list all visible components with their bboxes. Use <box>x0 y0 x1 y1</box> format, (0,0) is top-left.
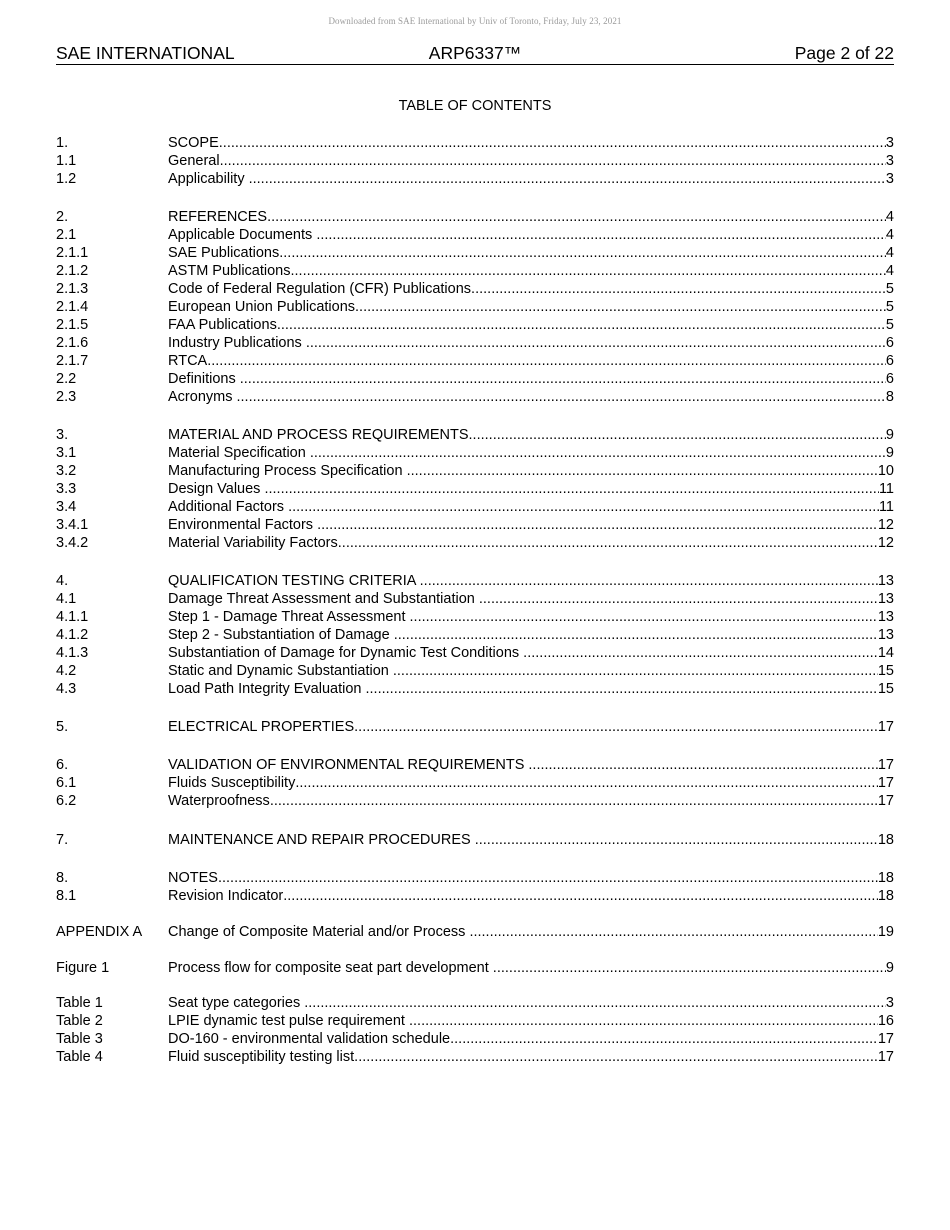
toc-entry[interactable] <box>56 608 894 626</box>
dot-leader <box>471 280 886 298</box>
toc-entry[interactable] <box>56 774 894 792</box>
dot-leader <box>475 831 878 849</box>
toc-entry-page: 18 <box>877 870 894 886</box>
toc-entry-title: Design Values <box>168 481 265 497</box>
dot-leader <box>355 298 886 316</box>
toc-entry-page: 3 <box>885 153 894 169</box>
toc-entry-line <box>168 718 894 736</box>
toc-entry-page: 14 <box>877 645 894 661</box>
toc-entry[interactable] <box>56 480 894 498</box>
toc-entry-line <box>168 226 894 244</box>
toc-entry-number: Table 4 <box>56 1049 103 1065</box>
toc-entry-title: Damage Threat Assessment and Substantiation <box>168 591 479 607</box>
toc-entry-line <box>168 498 894 516</box>
toc-entry[interactable] <box>56 170 894 188</box>
dot-leader <box>528 756 877 774</box>
toc-entry-number: 2.1.2 <box>56 263 89 279</box>
toc-entry-line <box>168 572 894 590</box>
toc-entry-page: 6 <box>885 335 894 351</box>
toc-entry[interactable] <box>56 1048 894 1066</box>
toc-entry-page: 8 <box>885 389 894 405</box>
toc-entry-page: 4 <box>885 209 894 225</box>
toc-entry-title: LPIE dynamic test pulse requirement <box>168 1013 409 1029</box>
toc-entry-line <box>168 516 894 534</box>
toc-entry[interactable] <box>56 244 894 262</box>
toc-entry-line <box>168 134 894 152</box>
toc-entry[interactable] <box>56 498 894 516</box>
toc-entry-line <box>168 1012 894 1030</box>
toc-entry-title: FAA Publications <box>168 317 277 333</box>
toc-entry-page: 15 <box>877 663 894 679</box>
toc-entry[interactable] <box>56 516 894 534</box>
toc-entry-title: Seat type categories <box>168 995 305 1011</box>
toc-entry-number: 1.1 <box>56 153 77 169</box>
toc-entry-title: Acronyms <box>168 389 237 405</box>
toc-entry-title: Step 1 - Damage Threat Assessment <box>168 609 410 625</box>
toc-entry-number: 4.2 <box>56 663 77 679</box>
toc-entry-page: 15 <box>877 681 894 697</box>
toc-entry-number: 3.3 <box>56 481 77 497</box>
toc-entry-line <box>168 680 894 698</box>
toc-entry-page: 17 <box>877 1031 894 1047</box>
toc-entry-number: 4.1 <box>56 591 77 607</box>
toc-entry-page: 13 <box>877 591 894 607</box>
toc-entry-number: 2.1.3 <box>56 281 89 297</box>
toc-entry-title: Code of Federal Regulation (CFR) Publications <box>168 281 472 297</box>
dot-leader <box>249 170 886 188</box>
toc-entry[interactable] <box>56 1012 894 1030</box>
toc-entry[interactable] <box>56 352 894 370</box>
toc-entry[interactable] <box>56 959 894 977</box>
toc-entry-page: 3 <box>885 135 894 151</box>
dot-leader <box>267 208 886 226</box>
toc-entry-number: 2.1.7 <box>56 353 89 369</box>
toc-entry-line <box>168 626 894 644</box>
toc-entry-page: 17 <box>877 1049 894 1065</box>
toc-entry-line <box>168 923 894 941</box>
toc-entry-line <box>168 534 894 552</box>
toc-entry-page: 13 <box>877 573 894 589</box>
dot-leader <box>264 480 878 498</box>
dot-leader <box>283 887 878 905</box>
dot-leader <box>306 334 886 352</box>
toc-entry[interactable] <box>56 298 894 316</box>
toc-entry[interactable] <box>56 792 894 810</box>
toc-entry-page: 11 <box>878 481 894 497</box>
toc-entry-number: 1. <box>56 135 69 151</box>
toc-entry[interactable] <box>56 680 894 698</box>
toc-entry[interactable] <box>56 226 894 244</box>
toc-entry-title: Additional Factors <box>168 499 289 515</box>
toc-entry-line <box>168 774 894 792</box>
toc-entry-number: APPENDIX A <box>56 924 143 940</box>
toc-entry[interactable] <box>56 134 894 152</box>
dot-leader <box>317 516 878 534</box>
toc-entry-title: QUALIFICATION TESTING CRITERIA <box>168 573 420 589</box>
toc-entry-number: Table 3 <box>56 1031 103 1047</box>
toc-entry-number: 4. <box>56 573 69 589</box>
toc-entry-title: Material Variability Factors <box>168 535 338 551</box>
toc-entry-page: 17 <box>877 757 894 773</box>
toc-entry-page: 11 <box>878 499 894 515</box>
toc-entry-page: 10 <box>877 463 894 479</box>
toc-entry[interactable] <box>56 869 894 887</box>
toc-entry-page: 16 <box>877 1013 894 1029</box>
toc-entry-line <box>168 959 894 977</box>
toc-entry-title: MATERIAL AND PROCESS REQUIREMENTS <box>168 427 469 443</box>
dot-leader <box>469 923 877 941</box>
toc-entry-number: Table 1 <box>56 995 103 1011</box>
toc-entry-page: 6 <box>885 371 894 387</box>
toc-entry-title: RTCA <box>168 353 208 369</box>
dot-leader <box>410 608 878 626</box>
dot-leader <box>270 792 878 810</box>
toc-entry-page: 13 <box>877 627 894 643</box>
toc-entry-line <box>168 756 894 774</box>
dot-leader <box>240 370 886 388</box>
toc-entry-title: Waterproofness <box>168 793 270 809</box>
toc-entry-line <box>168 334 894 352</box>
toc-entry-page: 12 <box>877 517 894 533</box>
toc-entry-line <box>168 280 894 298</box>
dot-leader <box>407 462 878 480</box>
toc-entry-number: 4.1.2 <box>56 627 89 643</box>
dot-leader <box>409 1012 878 1030</box>
toc-entry[interactable] <box>56 572 894 590</box>
toc-entry-number: 6. <box>56 757 69 773</box>
toc-entry[interactable] <box>56 644 894 662</box>
toc-entry-number: 2.1.4 <box>56 299 89 315</box>
toc-entry-title: Change of Composite Material and/or Process <box>168 924 470 940</box>
toc-entry-number: 4.3 <box>56 681 77 697</box>
dot-leader <box>366 680 878 698</box>
toc-entry-title: REFERENCES <box>168 209 268 225</box>
toc-entry-line <box>168 244 894 262</box>
toc-entry[interactable] <box>56 662 894 680</box>
toc-entry[interactable] <box>56 316 894 334</box>
toc-entry-line <box>168 608 894 626</box>
toc-entry[interactable] <box>56 444 894 462</box>
toc-entry-number: 7. <box>56 832 69 848</box>
toc-entry-title: Manufacturing Process Specification <box>168 463 407 479</box>
toc-entry-page: 5 <box>885 281 894 297</box>
toc-entry-title: Fluid susceptibility testing list <box>168 1049 355 1065</box>
toc-entry-line <box>168 462 894 480</box>
toc-entry-title: Static and Dynamic Substantiation <box>168 663 393 679</box>
toc-entry[interactable] <box>56 534 894 552</box>
toc-entry-page: 17 <box>877 775 894 791</box>
dot-leader <box>220 152 886 170</box>
toc-entry-page: 18 <box>877 832 894 848</box>
toc-entry-title: Material Specification <box>168 445 310 461</box>
toc-entry-line <box>168 887 894 905</box>
toc-entry-title: DO-160 - environmental validation schedule <box>168 1031 451 1047</box>
toc-entry-page: 4 <box>885 263 894 279</box>
toc-entry[interactable] <box>56 370 894 388</box>
toc-entry-number: 3. <box>56 427 69 443</box>
toc-entry[interactable] <box>56 756 894 774</box>
dot-leader <box>338 534 878 552</box>
toc-entry-page: 12 <box>877 535 894 551</box>
toc-entry-title: Definitions <box>168 371 240 387</box>
toc-entry-number: 2.1.5 <box>56 317 89 333</box>
dot-leader <box>279 244 886 262</box>
toc-entry-line <box>168 316 894 334</box>
toc-entry-line <box>168 994 894 1012</box>
dot-leader <box>218 869 878 887</box>
toc-entry-page: 17 <box>877 793 894 809</box>
toc-entry-line <box>168 1030 894 1048</box>
toc-entry[interactable] <box>56 208 894 226</box>
toc-entry-line <box>168 208 894 226</box>
toc-entry-line <box>168 298 894 316</box>
toc-entry[interactable] <box>56 280 894 298</box>
toc-entry-number: 3.2 <box>56 463 77 479</box>
dot-leader <box>207 352 886 370</box>
toc-entry-line <box>168 426 894 444</box>
dot-leader <box>291 262 886 280</box>
toc-entry-number: Table 2 <box>56 1013 103 1029</box>
toc-entry-line <box>168 352 894 370</box>
dot-leader <box>469 426 886 444</box>
toc-entry[interactable] <box>56 887 894 905</box>
toc-entry-page: 3 <box>885 171 894 187</box>
toc-entry-title: Applicability <box>168 171 249 187</box>
toc-entry-page: 13 <box>877 609 894 625</box>
toc-entry-number: 2.1.6 <box>56 335 89 351</box>
toc-entry-title: NOTES <box>168 870 218 886</box>
toc-entry-page: 9 <box>885 445 894 461</box>
toc-entry-title: Substantiation of Damage for Dynamic Test Conditions <box>168 645 524 661</box>
toc-entry-title: Industry Publications <box>168 335 306 351</box>
page-header <box>56 43 894 65</box>
toc-entry-line <box>168 1048 894 1066</box>
toc-entry-page: 18 <box>877 888 894 904</box>
dot-leader <box>237 388 886 406</box>
toc-entry-title: General <box>168 153 220 169</box>
toc-entry-number: 5. <box>56 719 69 735</box>
dot-leader <box>394 626 878 644</box>
toc-entry[interactable] <box>56 626 894 644</box>
toc-entry-line <box>168 590 894 608</box>
toc-entry-title: SAE Publications <box>168 245 280 261</box>
toc-entry-page: 4 <box>885 245 894 261</box>
toc-entry-title: MAINTENANCE AND REPAIR PROCEDURES <box>168 832 475 848</box>
toc-entry-title: Fluids Susceptibility <box>168 775 296 791</box>
toc-entry-page: 4 <box>885 227 894 243</box>
toc-entry-page: 19 <box>877 924 894 940</box>
toc-entry-line <box>168 388 894 406</box>
toc-entry-line <box>168 792 894 810</box>
toc-entry-title: ELECTRICAL PROPERTIES <box>168 719 355 735</box>
toc-entry-number: 2.3 <box>56 389 77 405</box>
toc-entry-number: 1.2 <box>56 171 77 187</box>
toc-entry-number: 2.2 <box>56 371 77 387</box>
toc-entry-page: 5 <box>885 299 894 315</box>
download-watermark: Downloaded from SAE International by Univ of Toronto, Friday, July 23, 2021 <box>328 16 622 26</box>
dot-leader <box>310 444 886 462</box>
dot-leader <box>479 590 878 608</box>
toc-entry-line <box>168 370 894 388</box>
toc-entry-page: 6 <box>885 353 894 369</box>
dot-leader <box>450 1030 878 1048</box>
toc-entry-page: 9 <box>885 427 894 443</box>
toc-entry[interactable] <box>56 590 894 608</box>
header-org: SAE INTERNATIONAL <box>56 43 235 63</box>
toc-entry[interactable] <box>56 262 894 280</box>
toc-entry[interactable] <box>56 718 894 736</box>
toc-entry-title: Process flow for composite seat part development <box>168 960 493 976</box>
toc-entry-line <box>168 152 894 170</box>
toc-entry-page: 5 <box>885 317 894 333</box>
dot-leader <box>393 662 878 680</box>
toc-entry-number: 3.4.1 <box>56 517 89 533</box>
dot-leader <box>295 774 878 792</box>
toc-entry-title: SCOPE <box>168 135 219 151</box>
dot-leader <box>219 134 886 152</box>
toc-entry[interactable] <box>56 152 894 170</box>
toc-entry-number: 6.2 <box>56 793 77 809</box>
dot-leader <box>288 498 879 516</box>
header-page-label: Page 2 of 22 <box>794 43 894 63</box>
toc-entry-title: VALIDATION OF ENVIRONMENTAL REQUIREMENTS <box>168 757 529 773</box>
toc-entry-title: Applicable Documents <box>168 227 317 243</box>
toc-entry-page: 9 <box>885 960 894 976</box>
dot-leader <box>304 994 886 1012</box>
toc-entry[interactable] <box>56 831 894 849</box>
toc-entry-number: 3.4.2 <box>56 535 89 551</box>
toc-entry-number: 3.4 <box>56 499 77 515</box>
dot-leader <box>316 226 886 244</box>
toc-entry-number: 2. <box>56 209 69 225</box>
toc-entry-number: Figure 1 <box>56 960 110 976</box>
toc-entry-line <box>168 644 894 662</box>
toc-entry[interactable] <box>56 426 894 444</box>
toc-entry-title: Environmental Factors <box>168 517 318 533</box>
toc-entry-title: Revision Indicator <box>168 888 284 904</box>
toc-entry-number: 2.1.1 <box>56 245 89 261</box>
toc-entry-number: 6.1 <box>56 775 77 791</box>
toc-entry-line <box>168 170 894 188</box>
toc-entry[interactable] <box>56 388 894 406</box>
dot-leader <box>354 718 878 736</box>
toc-entry-line <box>168 662 894 680</box>
toc-entry[interactable] <box>56 334 894 352</box>
toc-entry-line <box>168 262 894 280</box>
toc-entry-line <box>168 869 894 887</box>
toc-entry-line <box>168 831 894 849</box>
dot-leader <box>523 644 878 662</box>
toc-entry-number: 4.1.3 <box>56 645 89 661</box>
header-doc-id: ARP6337™ <box>428 43 522 63</box>
toc-entry-number: 2.1 <box>56 227 77 243</box>
toc-entry[interactable] <box>56 462 894 480</box>
toc-entry-number: 8.1 <box>56 888 77 904</box>
toc-title: TABLE OF CONTENTS <box>398 98 552 114</box>
toc-entry-number: 8. <box>56 870 69 886</box>
dot-leader <box>493 959 886 977</box>
toc-entry-title: Load Path Integrity Evaluation <box>168 681 366 697</box>
toc-entry-title: Step 2 - Substantiation of Damage <box>168 627 394 643</box>
toc-entry-line <box>168 480 894 498</box>
toc-entry-number: 3.1 <box>56 445 77 461</box>
dot-leader <box>277 316 886 334</box>
toc-entry-number: 4.1.1 <box>56 609 89 625</box>
toc-entry[interactable] <box>56 994 894 1012</box>
toc-entry-title: ASTM Publications <box>168 263 291 279</box>
toc-entry-page: 17 <box>877 719 894 735</box>
toc-entry-page: 3 <box>885 995 894 1011</box>
toc-entry[interactable] <box>56 923 894 941</box>
toc-entry-line <box>168 444 894 462</box>
toc-entry-title: European Union Publications <box>168 299 356 315</box>
toc-entry[interactable] <box>56 1030 894 1048</box>
dot-leader <box>420 572 878 590</box>
dot-leader <box>354 1048 878 1066</box>
